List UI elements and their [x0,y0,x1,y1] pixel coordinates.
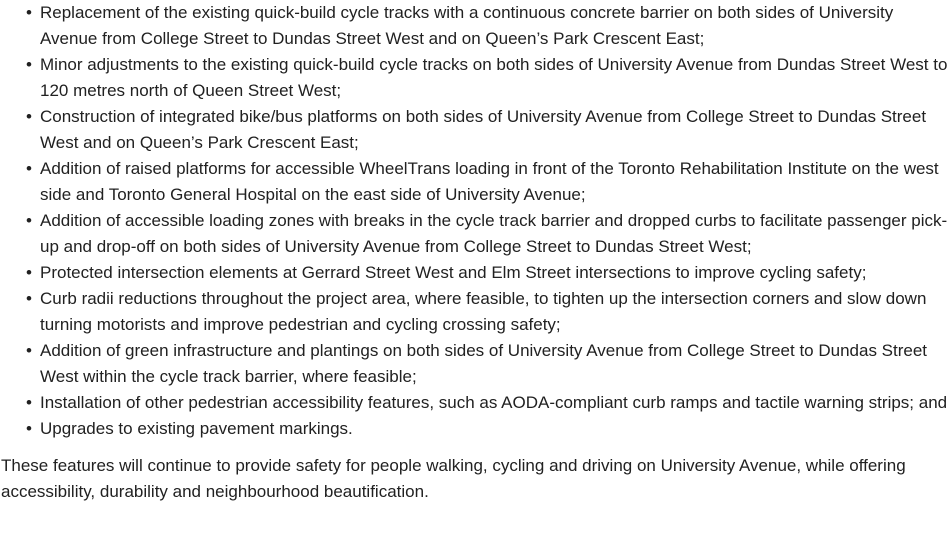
list-item: • Addition of raised platforms for accessible WheelTrans loading in front of the Toronto Rehabilitation Institute on the west side and Toronto General Hospital on the east side of University Avenue; [40,156,952,208]
list-item: • Addition of green infrastructure and plantings on both sides of University Avenue from College Street to Dundas Street West within the cycle track barrier, where feasible; [40,338,952,390]
list-item: • Minor adjustments to the existing quick-build cycle tracks on both sides of University Avenue from Dundas Street West to 120 metres north of Queen Street West; [40,52,952,104]
list-item: • Upgrades to existing pavement markings. [40,416,952,442]
closing-paragraph: These features will continue to provide safety for people walking, cycling and driving on University Avenue, while offering accessibility, durability and neighbourhood beautification. [1,456,906,501]
list-item: • Replacement of the existing quick-build cycle tracks with a continuous concrete barrier on both sides of University Avenue from College Street to Dundas Street West and on Queen’s Park Crescent East; [40,0,952,52]
list-item: • Curb radii reductions throughout the project area, where feasible, to tighten up the intersection corners and slow down turning motorists and improve pedestrian and cycling crossing safety; [40,286,952,338]
list-item: • Installation of other pedestrian accessibility features, such as AODA-compliant curb ramps and tactile warning strips; and [40,390,952,416]
list-item: • Construction of integrated bike/bus platforms on both sides of University Avenue from College Street to Dundas Street West and on Queen’s Park Crescent East; [40,104,952,156]
list-item: • Protected intersection elements at Gerrard Street West and Elm Street intersections to improve cycling safety; [40,260,952,286]
list-item: • Addition of accessible loading zones with breaks in the cycle track barrier and dropped curbs to facilitate passenger pick-up and drop-off on both sides of University Avenue from College Street to Dundas Street West; [40,208,952,260]
